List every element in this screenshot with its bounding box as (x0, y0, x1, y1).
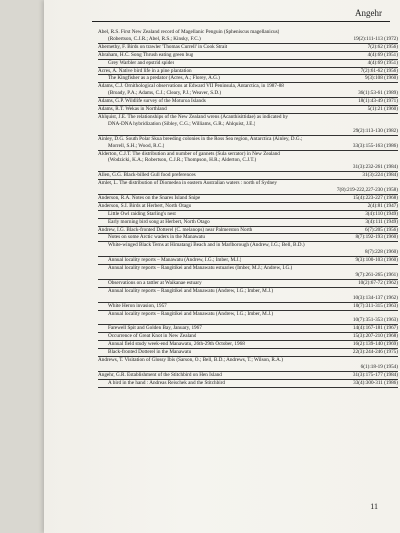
entry-text: Abel, R.S. First New Zealand record of Magellanic Penguin (Spheniscus magellanicus) (98, 29, 280, 35)
list-item (98, 364, 398, 372)
entry-reference: 9(3):100-103 (1960) (355, 257, 398, 264)
list-item (98, 83, 398, 90)
list-item (98, 249, 398, 257)
list-item (98, 227, 398, 235)
list-item (98, 242, 398, 249)
entry-reference: 9(7):261-265 (1961) (355, 272, 398, 278)
entry-reference: 10(3):134-137 (1962) (352, 294, 398, 301)
entry-text: Angehr, G.R. Establishment of the Stitchbird on Hen Island (98, 371, 222, 378)
entry-text: Morrell, S.H.; Wood, R.C.) (108, 142, 165, 149)
entry-text: Ainley, D.G. South Polar Skua breeding colonies in the Ross Sea region, Antarctica (Ainley, D.G.; (98, 135, 303, 142)
entry-reference: 15(4):223-227 (1968) (352, 194, 398, 201)
entry-reference: 33(4):300-311 (1986) (353, 379, 398, 386)
list-item (98, 75, 398, 83)
entry-text: (Wodzicki, K.A.; Robertson, C.J.R.; Thompson, H.R.; Alderton, C.J.T.) (108, 157, 257, 164)
list-item (98, 29, 398, 36)
list-item (98, 341, 398, 349)
entry-text: Little Owl raiding Starling's nest (108, 210, 176, 217)
entry-reference: 18(1):43-49 (1971) (358, 98, 398, 105)
list-item (98, 280, 398, 288)
entry-text: Anderson, S.I. Birds at Herbert, North Otago (98, 202, 192, 209)
header-rule (92, 21, 390, 22)
entry-reference: 4(4):69 (1951) (367, 51, 398, 58)
list-item (98, 317, 398, 325)
entry-text: Annual field study week-end Manawatu, 26th-29th October, 1968 (108, 341, 245, 348)
entry-reference: 2(4):81 (1947) (367, 202, 398, 209)
entry-text: Anderson, R.A. Notes on the Snares Island Snipe (98, 194, 201, 201)
entry-reference: 3(4):111 (1949) (365, 218, 398, 225)
entry-text: Annual locality reports – Rangitikei and Manawatu (Andrew, I.G.; Imber, M.J.) (108, 287, 274, 294)
entry-text: Ahlquist, J.E. The relationships of the New Zealand wrens (Acanthisittidae) as indicated by (98, 113, 288, 120)
list-item (98, 357, 398, 364)
list-item (98, 219, 398, 227)
entry-reference: 8(7):192-193 (1960) (355, 234, 398, 241)
entry-text: Abraham, H.C. Song Thrush eating green bug (98, 51, 194, 58)
entry-text: Annual locality reports – Manawatu (Andrew, I.G.; Imber, M.J.) (108, 257, 242, 264)
entry-text: Allen, G.G. Black-billed Gull food preferences (98, 172, 196, 179)
list-item (98, 187, 398, 195)
list-item (98, 303, 398, 311)
list-item (98, 203, 398, 211)
page-number: 11 (370, 502, 378, 511)
list-item (98, 60, 398, 68)
document-page (44, 0, 400, 533)
entry-reference: 10(7):311-315 (1963) (353, 302, 398, 309)
list-item (98, 172, 398, 180)
entry-text: Adams, G.P. Wildlife survey of the Moturoa Islands (98, 98, 206, 105)
list-item (98, 295, 398, 303)
list-item (98, 180, 398, 187)
entry-text: Adams, C.J. Ornithological observations at Edward VII Peninsula, Antarctica, in 1987-88 (98, 83, 284, 90)
entry-reference: 31(3):232-261 (1984) (352, 164, 398, 171)
page-header: Angehr (355, 8, 382, 18)
entry-text: Annual locality reports – Rangitikei and Manawatu estuaries (Imber, M.J.; Andrew, I.G.) (108, 265, 293, 272)
entry-reference: 5(1):21 (1960) (367, 106, 398, 113)
list-item (98, 106, 398, 114)
list-item (98, 272, 398, 280)
entry-reference: 33(3):155-163 (1986) (352, 142, 398, 149)
entry-text: A bird in the hand : Andreas Reischek and the Stitchbird (108, 379, 225, 386)
entry-reference: 4(4):69 (1951) (367, 59, 398, 66)
list-item (98, 265, 398, 272)
list-item (98, 68, 398, 76)
entry-reference: 31(3):175-177 (1984) (352, 371, 398, 378)
entry-reference: 9(3):108 (1960) (365, 75, 398, 82)
entry-reference: 6(7):205 (1956) (365, 226, 398, 233)
entry-reference: 10(2):67-72 (1962) (358, 279, 398, 286)
entry-reference: 7(2):61-62 (1956) (360, 67, 398, 74)
entry-text: Acres, A. Native bird life in a pine plantation (98, 67, 192, 74)
entry-reference: 14(4):167-181 (1967) (352, 325, 398, 332)
entry-text: Adams, R.T. Wekas in Northland (98, 106, 167, 113)
list-item (98, 98, 398, 106)
list-item (98, 143, 398, 151)
list-item (98, 151, 398, 158)
entry-reference: 16(2):139-140 (1969) (352, 341, 398, 348)
list-item (98, 349, 398, 357)
list-item (98, 157, 398, 164)
list-item (98, 164, 398, 172)
list-item (98, 90, 398, 98)
entry-text: DNA-DNA hybridization (Sibley, C.G.; Williams, G.R.; Ahlquist, J.E.) (108, 120, 256, 127)
list-item (98, 114, 398, 121)
entry-text: Black-fronted Dotterel in the Manawatu (108, 349, 192, 356)
list-item (98, 257, 398, 265)
entry-text: (Broady, P.A.; Adams, C.J.; Cleary, P.J.; Weaver, S.D.) (108, 90, 222, 97)
entry-reference: 36(1):53-61 (1989) (358, 90, 398, 97)
entry-text: Andrews, T. Visitation of Glossy Ibis (Sarson, O.; Bell, B.D.; Andrews, T.; Wilson, R.A.) (98, 356, 283, 363)
list-item (98, 380, 398, 388)
list-item (98, 128, 398, 136)
entry-text: White Heron invasion, 1957 (108, 302, 167, 309)
entry-text: (Robertson, C.J.R.; Abel, R.S.; Kinsky, F.C.) (108, 35, 201, 42)
entry-reference: 15(3):207-210 (1968) (352, 333, 398, 340)
list-item (98, 52, 398, 60)
entry-text: Occurrence of Great Knot in New Zealand (108, 333, 197, 340)
entry-reference: 3(4):110 (1949) (365, 210, 398, 217)
entry-reference: 8(7):228 (1960) (365, 249, 398, 256)
list-item (98, 325, 398, 333)
entry-text: Farewell Spit and Golden Bay, January, 1967 (108, 325, 202, 332)
list-item (98, 372, 398, 380)
entry-reference: 22(3):244-246 (1975) (352, 349, 398, 356)
entry-reference: 7(2):62 (1956) (367, 43, 398, 50)
bibliography-list (98, 29, 398, 388)
entry-text: Observations on a tattler at Waikanae estuary (108, 279, 202, 286)
entry-reference: 19(2):111-113 (1972) (353, 35, 398, 42)
list-item (98, 234, 398, 242)
entry-reference: 29(2):113-130 (1982) (353, 127, 398, 134)
list-item (98, 333, 398, 341)
entry-text: Early morning bird song at Herbert, North Otago (108, 218, 210, 225)
entry-text: Grey Warbler and epstrid spider (108, 59, 175, 66)
entry-text: The Kingfisher as a predator (Acres, A.; Florey, A.G.) (108, 75, 220, 82)
entry-reference: 31(3):224 (1984) (362, 172, 398, 179)
list-item (98, 195, 398, 203)
entry-reference: 6(1):18-19 (1954) (360, 363, 398, 370)
list-item (98, 121, 398, 128)
entry-text: Amlet, L. The distribution of Diomedea in eastern Australian waters : north of Sydney (98, 180, 277, 187)
entry-reference: 10(7):351-353 (1963) (352, 317, 398, 324)
list-item (98, 311, 398, 318)
list-item (98, 211, 398, 219)
list-item (98, 36, 398, 44)
entry-text: Alderton, C.J.T. The distribution and number of gannets (Sula serrator) in New Zealand (98, 150, 280, 157)
list-item (98, 136, 398, 143)
entry-text: Annual locality reports – Rangitikei and Manawatu (Andrew, I.G.; Imber, M.J.) (108, 310, 274, 317)
entry-text: Abernethy, F. Birds on trawler 'Thomas Currell' in Cook Strait (98, 43, 228, 50)
list-item (98, 288, 398, 295)
entry-text: White-winged Black Terns at Himatangi Beach and in Marlborough (Andrew, I.G.; Bell, B.D.) (108, 242, 305, 249)
entry-text: Notes on some Arctic waders in the Manawatu (108, 234, 205, 241)
entry-text: Andrew, I.G. Black-fronted Dotterel (C. melanops) near Palmerston North (98, 226, 253, 233)
list-item (98, 44, 398, 52)
entry-reference: 7(8):219-222,227-230 (1958) (336, 187, 398, 194)
